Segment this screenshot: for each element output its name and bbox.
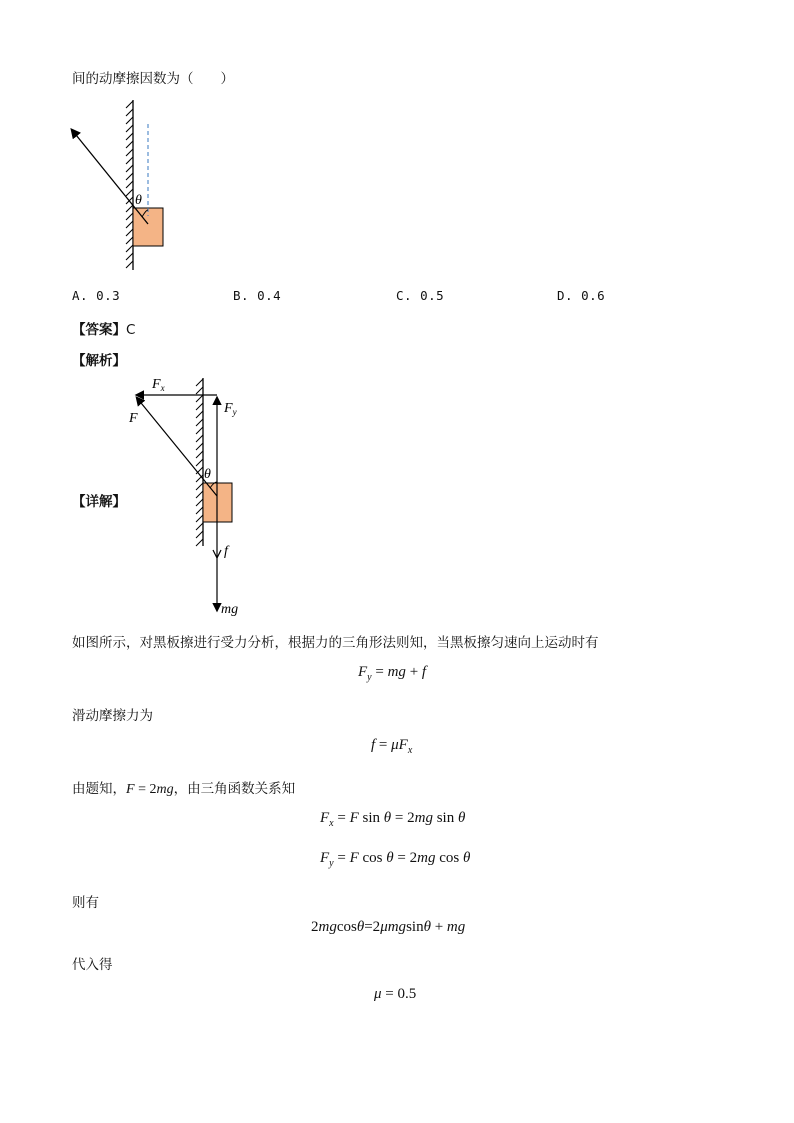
friction-label: f — [224, 544, 228, 559]
equation-6: μ = 0.5 — [374, 986, 417, 1002]
option-b-value: 0.4 — [257, 288, 282, 303]
option-d-letter: D. — [557, 288, 574, 303]
paragraph-3-pre: 由题知， — [72, 781, 126, 797]
force-arrow — [72, 130, 148, 224]
figure-wall-eraser — [60, 98, 180, 278]
option-b[interactable] — [233, 288, 281, 303]
paragraph-2: 滑动摩擦力为 — [72, 708, 153, 724]
option-a-letter: A. — [72, 288, 89, 303]
option-a-value: 0.3 — [96, 288, 121, 303]
answer-label: 【答案】 — [72, 322, 126, 338]
answer-value: C — [126, 322, 136, 338]
equation-2: $f = \mu F_x$ — [371, 737, 413, 756]
option-d-value: 0.6 — [581, 288, 606, 303]
paragraph-3-post: ，由三角函数关系知 — [173, 781, 296, 797]
fy-label: $F_y$ — [224, 401, 237, 417]
option-c-letter: C. — [396, 288, 413, 303]
f-friction-tick-2 — [217, 550, 221, 558]
figure-force-analysis — [120, 370, 260, 620]
equation-5: 2mgcosθ=2μmgsinθ + mg — [311, 919, 466, 935]
fx-label: $F_x$ — [152, 377, 165, 393]
inline-equation: F = 2mg — [126, 782, 174, 797]
analysis-label: 【解析】 — [72, 353, 126, 369]
detail-label: 【详解】 — [72, 494, 126, 510]
option-a[interactable] — [72, 288, 120, 303]
eraser-block — [133, 208, 163, 246]
equation-4: $F_y = F$ cos θ = 2mg cos θ — [320, 850, 471, 869]
paragraph-4: 则有 — [72, 895, 99, 911]
equation-3: $F_x = F$ sin θ = 2mg sin θ — [320, 810, 466, 829]
paragraph-1: 如图所示，对黑板擦进行受力分析，根据力的三角形法则知，当黑板擦匀速向上运动时有 — [72, 635, 599, 651]
option-d[interactable] — [557, 288, 605, 303]
option-c-value: 0.5 — [420, 288, 445, 303]
option-b-letter: B. — [233, 288, 250, 303]
question-text: 间的动摩擦因数为（ ） — [72, 71, 234, 87]
f-label: F — [129, 411, 138, 426]
equation-1: $F_y$ = mg + f — [358, 664, 427, 683]
wall-hatching — [126, 101, 133, 268]
paragraph-3 — [72, 777, 295, 798]
mg-label: mg — [221, 602, 239, 617]
theta-label-2: θ — [204, 467, 211, 482]
option-c[interactable] — [396, 288, 444, 303]
answer-line — [72, 318, 135, 338]
wall-hatching-2 — [196, 379, 203, 546]
paragraph-5: 代入得 — [72, 957, 113, 973]
f-friction-tick — [213, 550, 217, 558]
theta-label: θ — [135, 193, 142, 208]
